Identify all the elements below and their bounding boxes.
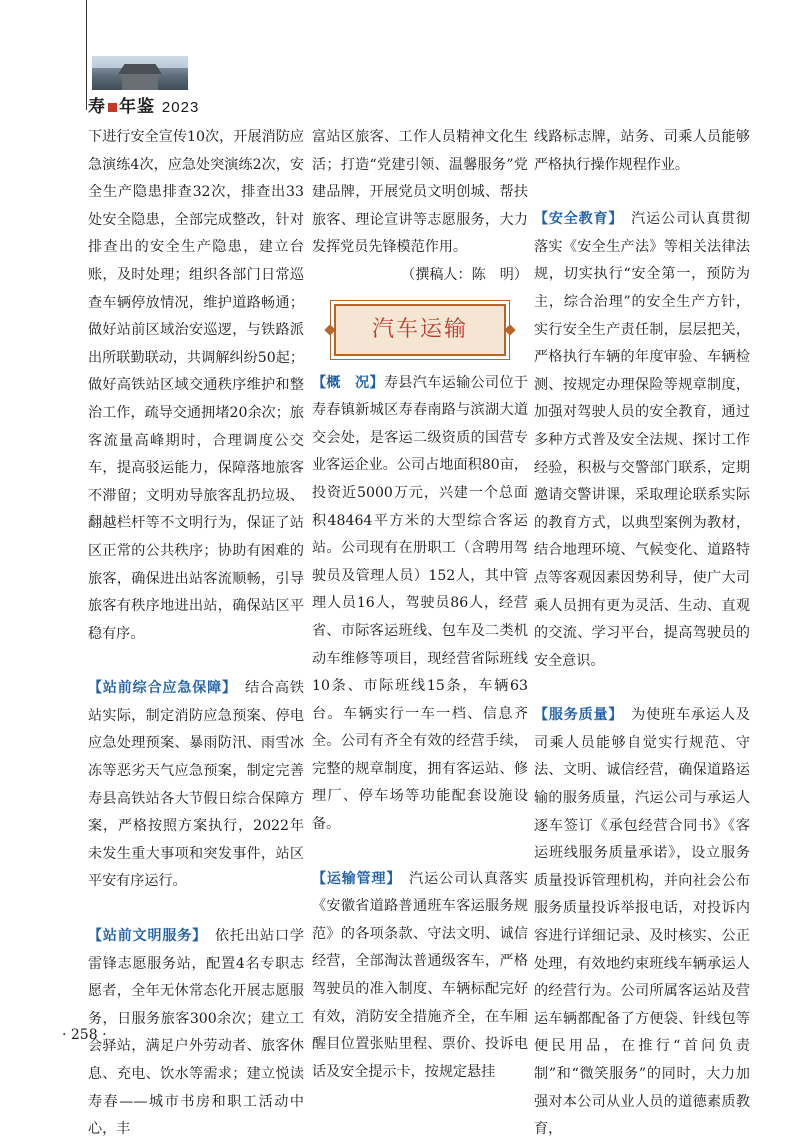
paragraph-continued: 富站区旅客、工作人员精神文化生活；打造“党建引领、温馨服务”党建品牌，开展党员文明创城、帮扶旅客、理论宣讲等志愿服务，大力发挥党员先锋模范作用。 (312, 129, 528, 256)
paragraph-safety-education (534, 206, 750, 675)
section-text: 依托出站口学雷锋志愿服务站，配置4名专职志愿者，全年无休常态化开展志愿服务，日服务旅客300余次；建立工会驿站，满足户外劳动者、旅客休息、充电、饮水等需求；建立悦读寿春——城市书房和职工活动中心，丰 (88, 928, 305, 1138)
section-text: 汽运公司认真贯彻落实《安全生产法》等相关法律法规，切实执行“安全第一，预防为主，综合治理”的安全生产方针，实行安全生产责任制，层层把关，严格执行车辆的年度审验、车辆检测、按规定办理保险等规章制度，加强对驾驶人员的安全教育，通过多种方式普及安全法规、探讨工作经验，积极与交警部门联系，定期邀请交警讲课，采取理论联系实际的教育方式，以典型案例为教材，结合地理环境、气候变化、道路特点等客观因素因势利导，使广大司乘人员拥有更为灵活、生动、直观的交流、学习平台，提高驾驶员的安全意识。 (534, 211, 751, 669)
pavilion-roof (118, 64, 162, 74)
column-middle (312, 124, 528, 1086)
column-left (88, 124, 304, 1144)
author-byline: （撰稿人：陈 明） (401, 266, 528, 283)
brand-suffix: 年鉴 (119, 97, 155, 117)
section-label: 【服务质量】 (534, 707, 617, 724)
banner-title: 汽车运输 (371, 316, 468, 342)
brand-year: 2023 (161, 99, 200, 116)
column-right (534, 124, 750, 1144)
paragraph-transport-management (312, 866, 528, 1087)
yearbook-brand (88, 92, 199, 117)
seal-icon (108, 103, 117, 112)
paragraph-continued: 线路标志牌，站务、司乘人员能够严格执行操作规程作业。 (534, 129, 750, 173)
section-label: 【站前综合应急保障】 (88, 680, 230, 697)
pavilion-body (122, 74, 158, 90)
section-text: 为使班车承运人及司乘人员能够自觉实行规范、守法、文明、诚信经营，确保道路运输的服务质量，汽运公司与承运人逐车签订《承包经营合同书》《客运班线服务质量承诺》，设立服务质量投诉管理机构，并向社会公布服务质量投诉举报电话，对投诉内容进行详细记录、及时核实、公正处理，有效地约束班线车辆承运人的经营行为。公司所属客运站及营运车辆都配备了方便袋、针线包等便民用品，在推行“首问负责制”和“微笑服务”的同时，大力加强对本公司从业人员的道德素质教育， (534, 707, 751, 1138)
section-label: 【安全教育】 (534, 211, 617, 228)
section-label: 【站前文明服务】 (88, 928, 201, 945)
section-label: 【概 况】 (312, 374, 384, 391)
section-text: 结合高铁站实际，制定消防应急预案、停电应急处理预案、暴雨防汛、雨雪冰冻等恶劣天气应急预案，制定完善寿县高铁站各大节假日综合保障方案，严格按照方案执行，2022年未发生重大事项和突发事件，站区平安有序运行。 (88, 680, 305, 890)
paragraph-service-quality (534, 702, 750, 1144)
section-banner (334, 304, 506, 356)
section-label: 【运输管理】 (312, 870, 395, 887)
header-photo-image (92, 56, 188, 90)
paragraph-continued: 下进行安全宣传10次，开展消防应急演练4次，应急处突演练2次，安全生产隐患排查32次，排查出33处安全隐患，全部完成整改，针对排查出的安全生产隐患，建立台账，及时处理；组织各部门日常巡查车辆停放情况，维护道路畅通；做好站前区域治安巡逻，与铁路派出所联勤联动，共调解纠纷50起；做好高铁站区域交通秩序维护和整治工作，疏导交通拥堵20余次；旅客流量高峰期时，合理调度公交车，提高驳运能力，保障落地旅客不滞留；文明劝导旅客乱扔垃圾、翻越栏杆等不文明行为，保证了站区正常的公共秩序；协助有困难的旅客，确保进出站客流顺畅，引导旅客有秩序地进出站，确保站区平稳有序。 (88, 129, 304, 642)
paragraph-emergency-support (88, 675, 304, 896)
paragraph-civilized-service (88, 923, 304, 1144)
header-rule (86, 0, 87, 110)
paragraph-overview (312, 370, 528, 839)
section-text: 寿县汽车运输公司位于寿春镇新城区寿春南路与滨湖大道交会处，是客运二级资质的国营专业客运企业。公司占地面积80亩，投资近5000万元，兴建一个总面积48464平方米的大型综合客运站。公司现有在册职工（含聘用驾驶员及管理人员）152人，其中管理人员16人，驾驶员86人，经营省、市际客运班线、包车及二类机动车维修等项目，现经营省际班线10条、市际班线15条，车辆63台。车辆实行一车一档、信息齐全。公司有齐全有效的经营手续，完整的规章制度，拥有客运站、修理厂、停车场等功能配套设施设备。 (312, 374, 529, 833)
page-number: · 258 · (62, 1027, 107, 1043)
brand-prefix: 寿 (88, 97, 106, 117)
section-text: 汽运公司认真落实《安徽省道路普通班车客运服务规范》的各项条款、守法文明、诚信经营，全部淘汰普通级客车，严格驾驶员的准入制度、车辆标配完好有效，消防安全措施齐全，在车厢醒目位置张贴里程、票价、投诉电话及安全提示卡，按规定悬挂 (312, 870, 529, 1080)
